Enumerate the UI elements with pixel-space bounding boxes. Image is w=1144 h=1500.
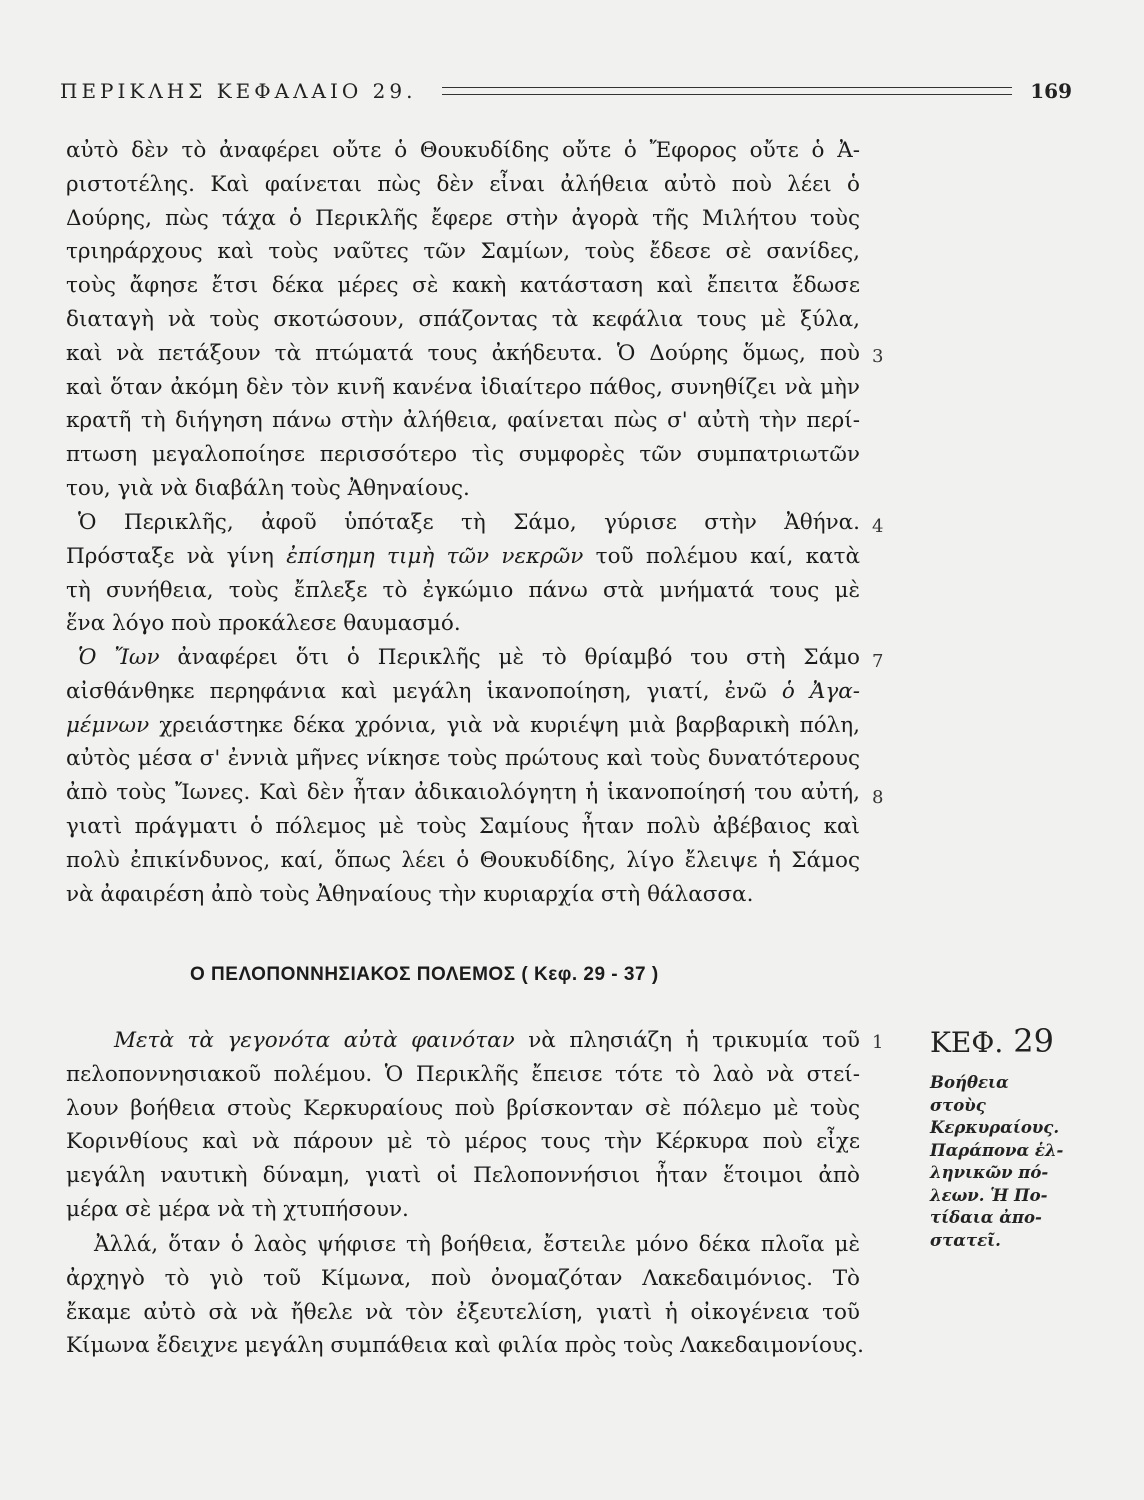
section-heading: Ο ΠΕΛΟΠΟΝΝΗΣΙΑΚΟΣ ΠΟΛΕΜΟΣ ( Κεφ. 29 - 37 ): [190, 964, 659, 985]
text-line: πελοποννησιακοῦ πολέμου. Ὁ Περικλῆς ἔπεισε τότε τὸ λαὸ νὰ στεί-: [66, 1061, 860, 1087]
text-line: Ὁ Περικλῆς, ἀφοῦ ὑπόταξε τὴ Σάμο, γύρισε στὴν Ἀθήνα.: [78, 510, 860, 535]
margin-number: 1: [872, 1032, 884, 1053]
emphasis: μέμνων: [66, 712, 150, 738]
text-line: ἔκαμε αὐτὸ σὰ νὰ ἤθελε νὰ τὸν ἐξευτελίση, γιατὶ ἡ οἰκογένεια τοῦ: [66, 1299, 860, 1325]
text-line: διαταγὴ νὰ τοὺς σκοτώσουν, σπάζοντας τὰ κεφάλια τους μὲ ξύλα,: [66, 306, 860, 332]
text-line: καὶ νὰ πετάξουν τὰ πτώματά τους ἀκήδευτα. Ὁ Δούρης ὅμως, ποὺ: [66, 340, 860, 366]
text-line: μεγάλη ναυτικὴ δύναμη, γιατὶ οἱ Πελοποννήσιοι ἦταν ἕτοιμοι ἀπὸ: [66, 1163, 860, 1189]
text-line: αὐτὸς μέσα σ' ἐννιὰ μῆνες νίκησε τοὺς πρώτους καὶ τοὺς δυνατότερους: [66, 746, 860, 772]
text-line: ἕνα λόγο ποὺ προκάλεσε θαυμασμό.: [66, 611, 461, 637]
text-line: Δούρης, πὼς τάχα ὁ Περικλῆς ἔφερε στὴν ἀγορὰ τῆς Μιλήτου τοὺς: [66, 205, 860, 231]
margin-number: 8: [872, 787, 884, 808]
page-number: 169: [1030, 79, 1072, 103]
note-line: στατεῖ.: [930, 1230, 1001, 1250]
text-line: ριστοτέλης. Καὶ φαίνεται πὼς δὲν εἶναι ἀλήθεια αὐτὸ ποὺ λέει ὁ: [66, 171, 860, 197]
text-line: πτωση μεγαλοποίησε περισσότερο τὶς συμφορὲς τῶν συμπατριωτῶν: [66, 442, 860, 468]
note-line: Βοήθεια στοὺς: [930, 1073, 1009, 1115]
text-line: καὶ ὅταν ἀκόμη δὲν τὸν κινῆ κανένα ἰδιαίτερο πάθος, συνηθίζει νὰ μὴν: [66, 374, 860, 400]
text-line: αἰσθάνθηκε περηφάνια καὶ μεγάλη ἱκανοποίηση, γιατί, ἐνῶ ὁ Ἀγα-: [66, 678, 860, 704]
emphasis: ἐπίσημη τιμὴ τῶν νεκρῶν: [286, 543, 584, 569]
paragraph-ships: [66, 1228, 864, 1363]
text-line: τοὺς ἄφησε ἔτσι δέκα μέρες σὲ κακὴ κατάσταση καὶ ἔπειτα ἔδωσε: [66, 273, 860, 299]
paragraph-ion: [66, 641, 860, 911]
paragraph-continuation: [66, 134, 860, 506]
paragraph-funeral: [66, 506, 860, 641]
chapter-number: 29: [1013, 1022, 1054, 1060]
text-line: του, γιὰ νὰ διαβάλη τοὺς Ἀθηναίους.: [66, 475, 470, 501]
text-line: τριηράρχους καὶ τοὺς ναῦτες τῶν Σαμίων, τοὺς ἔδεσε σὲ σανίδες,: [66, 239, 860, 265]
emphasis: ὁ Ἀγα-: [781, 678, 860, 704]
sidebar-chapter-label: [930, 1022, 1080, 1060]
note-line: Κερκυραίους.: [930, 1118, 1060, 1137]
header-rule: [442, 87, 1012, 95]
text-line: Ἀλλά, ὅταν ὁ λαὸς ψήφισε τὴ βοήθεια, ἔστειλε μόνο δέκα πλοῖα μὲ: [94, 1232, 860, 1257]
emphasis: Ὁ Ἴων: [78, 645, 160, 670]
emphasis: Μετὰ τὰ γεγονότα αὐτὰ φαινόταν: [114, 1028, 515, 1053]
note-line: λεων. Ἡ Πο-: [930, 1185, 1048, 1205]
text-line: τὴ συνήθεια, τοὺς ἔπλεξε τὸ ἐγκώμιο πάνω στὰ μνήματά τους μὲ: [66, 577, 860, 603]
margin-number: 7: [872, 651, 884, 672]
text-line: πολὺ ἐπικίνδυνος, καί, ὅπως λέει ὁ Θουκυδίδης, λίγο ἔλειψε ἡ Σάμος: [66, 847, 860, 873]
text-line: μέμνων χρειάστηκε δέκα χρόνια, γιὰ νὰ κυριέψη μιὰ βαρβαρικὴ πόλη,: [66, 712, 860, 738]
margin-number: 3: [872, 346, 884, 367]
margin-number: 4: [872, 516, 884, 537]
text-line: μέρα σὲ μέρα νὰ τὴ χτυπήσουν.: [66, 1196, 409, 1222]
text-line: λουν βοήθεια στοὺς Κερκυραίους ποὺ βρίσκονταν σὲ πόλεμο μὲ τοὺς: [66, 1095, 860, 1121]
note-line: τίδαια ἀπο-: [930, 1208, 1042, 1227]
text-line: Κίμωνα ἔδειχνε μεγάλη συμπάθεια καὶ φιλία πρὸς τοὺς Λακεδαιμονίους.: [66, 1333, 864, 1359]
sidebar-note: [930, 1072, 1070, 1252]
paragraph-corcyra: [66, 1024, 860, 1227]
text-line: ἀπὸ τοὺς Ἴωνες. Καὶ δὲν ἦταν ἀδικαιολόγητη ἡ ἱκανοποίησή του αὐτή,: [66, 780, 860, 806]
text-line: νὰ ἀφαιρέση ἀπὸ τοὺς Ἀθηναίους τὴν κυριαρχία στὴ θάλασσα.: [66, 881, 754, 907]
text-line: Κορινθίους καὶ νὰ πάρουν μὲ τὸ μέρος τους τὴν Κέρκυρα ποὺ εἶχε: [66, 1129, 860, 1155]
running-title: ΠΕΡΙΚΛΗΣ ΚΕΦΑΛΑΙΟ 29.: [60, 79, 417, 103]
running-header: [60, 74, 1072, 108]
note-line: ληνικῶν πό-: [930, 1163, 1049, 1182]
text-line: ἀρχηγὸ τὸ γιὸ τοῦ Κίμωνα, ποὺ ὀνομαζόταν Λακεδαιμόνιος. Τὸ: [66, 1265, 860, 1291]
chapter-label: ΚΕΦ.: [930, 1026, 1004, 1059]
text-line: αὐτὸ δὲν τὸ ἀναφέρει οὔτε ὁ Θουκυδίδης οὔτε ὁ Ἔφορος οὔτε ὁ Ἀ-: [66, 138, 860, 163]
text-line: Ὁ Ἴων ἀναφέρει ὅτι ὁ Περικλῆς μὲ τὸ θρίαμβό του στὴ Σάμο: [78, 645, 861, 670]
text-line: Μετὰ τὰ γεγονότα αὐτὰ φαινόταν νὰ πλησιάζη ἡ τρικυμία τοῦ: [114, 1028, 860, 1053]
text-line: γιατὶ πράγματι ὁ πόλεμος μὲ τοὺς Σαμίους ἦταν πολὺ ἀβέβαιος καὶ: [66, 813, 860, 839]
text-line: Πρόσταξε νὰ γίνη ἐπίσημη τιμὴ τῶν νεκρῶν τοῦ πολέμου καί, κατὰ: [66, 543, 860, 569]
note-line: Παράπονα ἑλ-: [930, 1140, 1064, 1160]
text-line: κρατῆ τὴ διήγηση πάνω στὴν ἀλήθεια, φαίνεται πὼς σ' αὐτὴ τὴν περί-: [66, 408, 860, 434]
